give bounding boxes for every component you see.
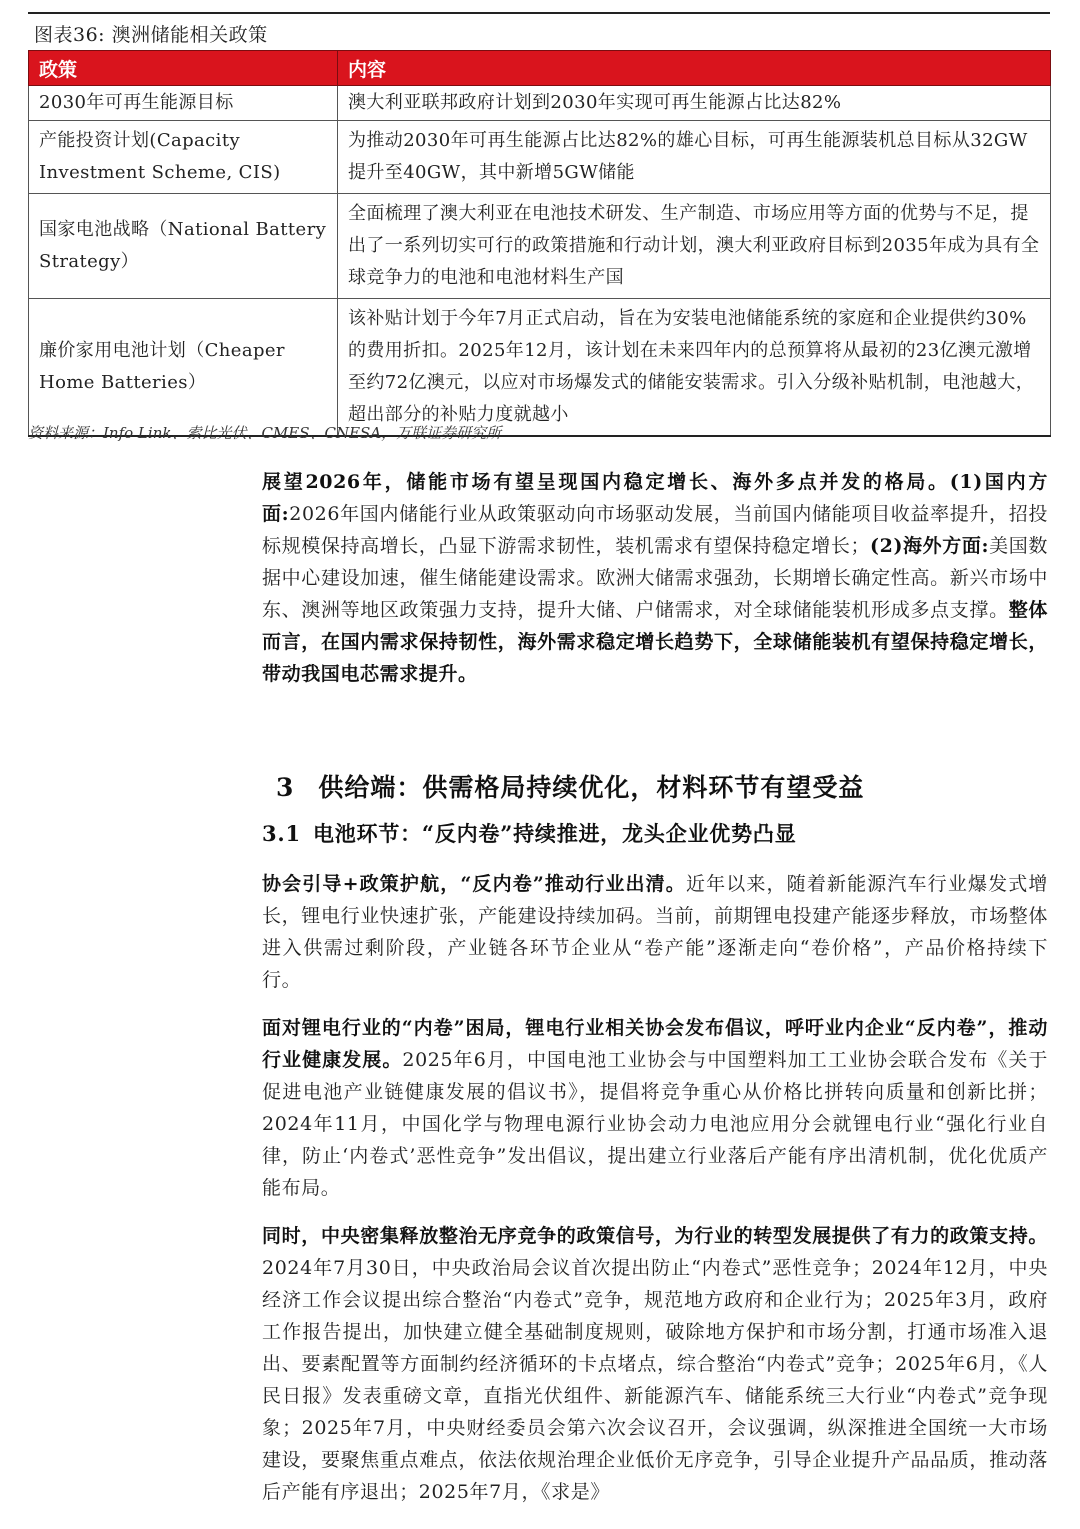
body-text: 近年以来，随着新能源汽车行业爆发式增长，锂电行业快速扩张，产能建设持续加码。当前，前期锂电投建产能逐步释放，市场整体进入供需过剩阶段，产业链各环节企业从“卷产能”逐渐走向“卷价格”，产品价格持续下行。 <box>262 873 1048 991</box>
policy-cell: 国家电池战略（National Battery Strategy） <box>29 194 338 299</box>
bold-lead: 面对锂电行业的“内卷”困局，锂电行业相关协会发布倡议，呼吁业内企业“反内卷”，推动行业健康发展。 <box>262 1017 1048 1071</box>
bold-lead: 同时，中央密集释放整治无序竞争的政策信号，为行业的转型发展提供了有力的政策支持。 <box>262 1225 1048 1247</box>
body-text: 2024年7月30日，中央政治局会议首次提出防止“内卷式”恶性竞争；2024年12月，中央经济工作会议提出综合整治“内卷式”竞争，规范地方政府和企业行为；2025年3月，政府工作报告提出，加快建立健全基础制度规则，破除地方保护和市场分割，打通市场准入退出、要素配置等方面制约经济循环的卡点堵点，综合整治“内卷式”竞争；2025年6月，《人民日报》发表重磅文章，直指光伏组件、新能源汽车、储能系统三大行业“内卷式”竞争现象；2025年7月，中央财经委员会第六次会议召开，会议强调，纵深推进全国统一大市场建设，要聚焦重点难点，依法依规治理企业低价无序竞争，引导企业提升产品品质，推动落后产能有序退出；2025年7月，《求是》 <box>262 1257 1048 1503</box>
paragraph-anti-involution <box>262 868 1048 996</box>
paragraph-association-initiative <box>262 1012 1048 1204</box>
body-text: 2026年国内储能行业从政策驱动向市场驱动发展，当前国内储能项目收益率提升，招投标规模保持高增长，凸显下游需求韧性，装机需求有望保持稳定增长； <box>262 503 1048 557</box>
bold-lead: 协会引导+政策护航，“反内卷”推动行业出清。 <box>262 873 686 895</box>
bold-lead: 展望2026年，储能市场有望呈现国内稳定增长、海外多点并发的格局。(1)国内方面: <box>262 471 1048 525</box>
subsection-heading-3-1 <box>262 818 797 848</box>
table-header-row <box>29 51 1051 86</box>
body-text: 美国数据中心建设加速，催生储能建设需求。欧洲大储需求强劲，长期增长确定性高。新兴市场中东、澳洲等地区政策强力支持，提升大储、户储需求，对全球储能装机形成多点支撑。 <box>262 535 1048 621</box>
bold-conclusion: 整体而言，在国内需求保持韧性，海外需求稳定增长趋势下，全球储能装机有望保持稳定增长，带动我国电芯需求提升。 <box>262 599 1049 685</box>
paragraph-outlook-2026 <box>262 466 1048 690</box>
paragraph-central-policy <box>262 1220 1048 1508</box>
figure-title: 图表36: 澳洲储能相关政策 <box>34 24 268 46</box>
table-row <box>29 121 1051 194</box>
policy-cell: 2030年可再生能源目标 <box>29 86 338 121</box>
content-cell: 全面梳理了澳大利亚在电池技术研发、生产制造、市场应用等方面的优势与不足，提出了一系列切实可行的政策措施和行动计划，澳大利亚政府目标到2035年成为具有全球竞争力的电池和电池材料生产国 <box>338 194 1051 299</box>
section-title: 供给端：供需格局持续优化，材料环节有望受益 <box>318 773 865 802</box>
figure-source: 资料来源：Info Link、索比光伏、CMES、CNESA，万联证券研究所 <box>28 424 502 442</box>
policy-cell: 产能投资计划(Capacity Investment Scheme, CIS) <box>29 121 338 194</box>
content-cell: 为推动2030年可再生能源占比达82%的雄心目标，可再生能源装机总目标从32GW提升至40GW，其中新增5GW储能 <box>338 121 1051 194</box>
bold-lead: (2)海外方面: <box>870 535 990 557</box>
content-cell: 澳大利亚联邦政府计划到2030年实现可再生能源占比达82% <box>338 86 1051 121</box>
table-row <box>29 194 1051 299</box>
policy-cell: 廉价家用电池计划（Cheaper Home Batteries） <box>29 299 338 437</box>
header-content: 内容 <box>338 51 1051 86</box>
policy-table <box>28 50 1051 437</box>
table-row <box>29 299 1051 437</box>
table-row <box>29 86 1051 121</box>
header-policy: 政策 <box>29 51 338 86</box>
subsection-title: 电池环节：“反内卷”持续推进，龙头企业优势凸显 <box>312 821 797 846</box>
figure-title-bar <box>28 12 1050 52</box>
section-heading-3 <box>276 768 864 804</box>
subsection-number: 3.1 <box>262 821 301 846</box>
section-number: 3 <box>276 773 295 802</box>
content-cell: 该补贴计划于今年7月正式启动，旨在为安装电池储能系统的家庭和企业提供约30%的费用折扣。2025年12月，该计划在未来四年内的总预算将从最初的23亿澳元激增至约72亿澳元，以应对市场爆发式的储能安装需求。引入分级补贴机制，电池越大，超出部分的补贴力度就越小 <box>338 299 1051 437</box>
body-text: 2025年6月，中国电池工业协会与中国塑料加工工业协会联合发布《关于促进电池产业链健康发展的倡议书》，提倡将竞争重心从价格比拼转向质量和创新比拼；2024年11月，中国化学与物理电源行业协会动力电池应用分会就锂电行业“强化行业自律，防止‘内卷式’恶性竞争”发出倡议，提出建立行业落后产能有序出清机制，优化优质产能布局。 <box>262 1049 1049 1199</box>
